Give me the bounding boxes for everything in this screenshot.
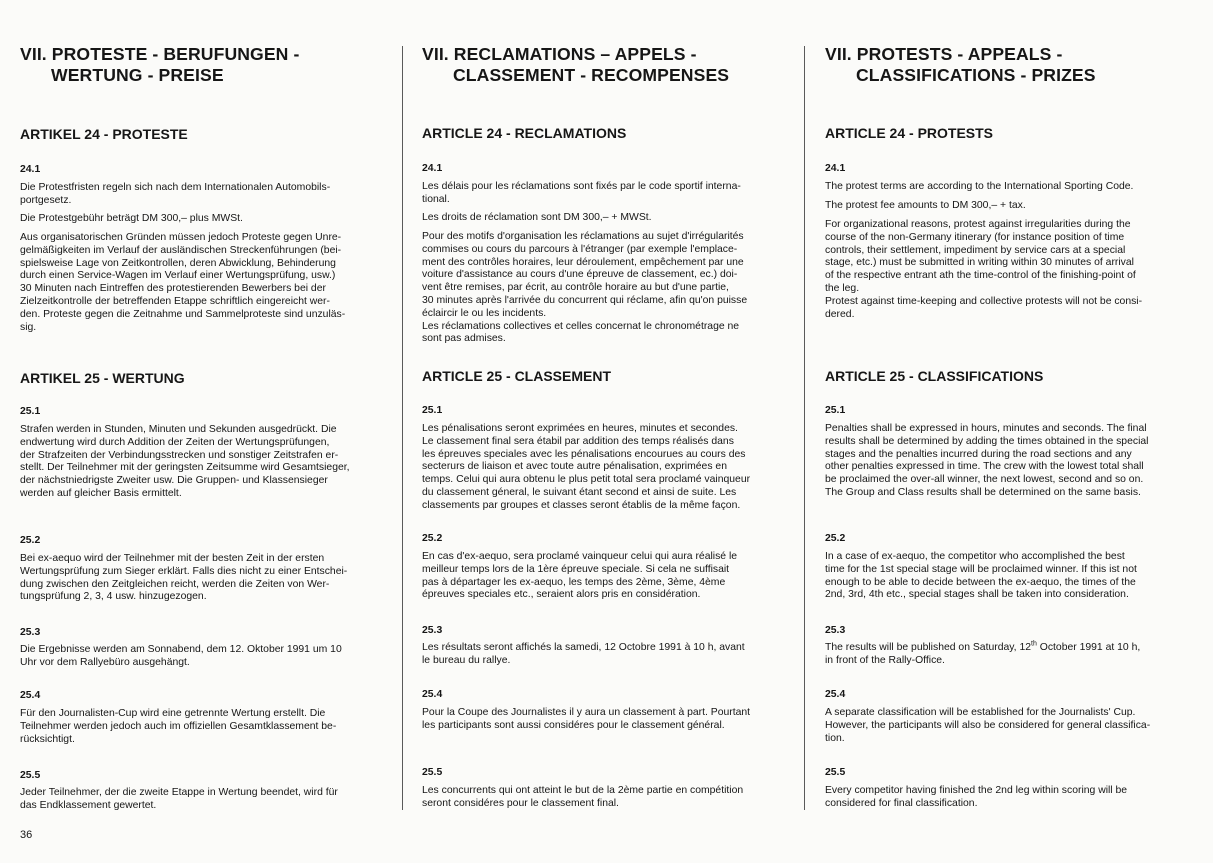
section-heading-line-2: WERTUNG - PREISE	[51, 65, 224, 85]
clause-number: 25.1	[825, 405, 846, 416]
clause-text	[825, 642, 1193, 668]
column-divider	[804, 46, 805, 810]
clause-number: 25.4	[20, 690, 41, 701]
clause-number: 25.5	[825, 767, 846, 778]
clause-text: The protest fee amounts to DM 300,– + tax.	[825, 200, 1026, 211]
clause-text: The protest terms are according to the International Sporting Code.	[825, 181, 1134, 192]
clause-text: Für den Journalisten-Cup wird eine getrennte Wertung erstellt. Die Teilnehmer werden jedoch auch im offiziellen Gesamtklassement be- rücksichtigt.	[20, 708, 337, 745]
clause-text: Les droits de réclamation sont DM 300,– + MWSt.	[422, 212, 652, 223]
section-heading-line-1: VII. PROTESTS - APPEALS -	[825, 44, 1063, 64]
clause-text: Every competitor having finished the 2nd leg within scoring will be considered for final classification.	[825, 785, 1128, 809]
clause-text: Pour la Coupe des Journalistes il y aura un classement à part. Pourtant les participants sont aussi considéres pour le classement général.	[422, 707, 751, 731]
clause-text: Die Protestfristen regeln sich nach dem Internationalen Automobils- portgesetz.	[20, 182, 331, 206]
section-heading-line-1: VII. PROTESTE - BERUFUNGEN -	[20, 44, 300, 64]
section-heading	[825, 44, 1193, 86]
clause-text-part: October 1991 at 10 h, in front of the Rally-Office.	[825, 642, 1141, 666]
clause-text: Aus organisatorischen Gründen müssen jedoch Proteste gegen Unre- gelmäßigkeiten im Verlauf der ausländischen Streckenführungen (bei- spielsweise Lage von Zeitkontrollen, deren Abwicklung, Behinderung durch einen Service-Wagen im Verlauf einer Wertungsprüfung, usw.) 30 Minuten nach Eintreffen des protestierenden Bewerbers bei der Zielzeitkontrolle der betreffenden Etappe schriftlich eingereicht wer- den. Proteste gegen die Zeitnahme und Sammelproteste sind unzuläs- sig.	[20, 232, 346, 333]
clause-number: 24.1	[825, 163, 846, 174]
clause-number: 24.1	[20, 164, 41, 175]
clause-text: Les pénalisations seront exprimées en heures, minutes et secondes. Le classement final sera étabil par addition des temps réalisés dans les épreuves speciales avec les pénalisations encourues au cours des secterurs de liaison et avec toute autre pénalisation, exprimées en temps. Celui qui aura obtenu le plus petit total sera proclamé vainqueur du classement géneral, le suivant étant second et ainsi de suite. Les classements par groupes et classes seront établis de la même façon.	[422, 423, 751, 511]
clause-number: 25.3	[20, 627, 41, 638]
clause-text: Strafen werden in Stunden, Minuten und Sekunden ausgedrückt. Die endwertung wird durch Addition der Zeiten der Wertungsprüfungen, der Strafzeiten der Verbindungsstrecken und sonstiger Zeitstrafen er- stellt. Der Teilnehmer mit der geringsten Zeitsumme wird Gesamtsieger, der nächstniedrigste Zweiter usw. Die Gruppen- und Klassensieger werden auf gleicher Basis ermittelt.	[20, 424, 350, 499]
clause-text: A separate classification will be established for the Journalists' Cup. However, the participants will also be considered for general classifica- tion.	[825, 707, 1151, 744]
clause-text: For organizational reasons, protest against irregularities during the course of the non-Germany itinerary (for instance position of time controls, their settlement, impediment by service cars at a special stage, etc.) must be submitted in writing within 30 minutes of arrival of the respective entrant ath the time-control of the finishing-point of the leg. Protest against time-keeping and collective protests will not be consi- dered.	[825, 219, 1143, 320]
article-24-heading: ARTICLE 24 - PROTESTS	[825, 125, 994, 141]
clause-number: 24.1	[422, 163, 443, 174]
clause-number: 25.1	[20, 406, 41, 417]
clause-text-part: The results will be published on Saturday, 12	[825, 642, 1032, 653]
clause-text: En cas d'ex-aequo, sera proclamé vainqueur celui qui aura réalisé le meilleur temps lors de la 1ère épreuve speciale. Si cela ne suffisait pas à départager les ex-aequo, les temps des 2ème, 3ème, 4ème épreuves speciales etc., seraient alors pris en considération.	[422, 551, 738, 601]
clause-number: 25.1	[422, 405, 443, 416]
section-heading-line-2: CLASSEMENT - RECOMPENSES	[453, 65, 730, 85]
clause-number: 25.2	[422, 533, 443, 544]
clause-number: 25.2	[825, 533, 846, 544]
article-25-heading: ARTICLE 25 - CLASSIFICATIONS	[825, 368, 1044, 384]
clause-text: Les concurrents qui ont atteint le but de la 2ème partie en compétition seront considéres pour le classement final.	[422, 785, 744, 809]
clause-text: Pour des motifs d'organisation les réclamations au sujet d'irrégularités commises ou cours du parcours à l'étranger (par exemple l'emplace- ment des contrôles horaires, leur déroulement, empêchement par une voiture d'assistance au cours d'une épreuve de classement, ec.) doi- vent être remises, par écrit, au contrôle horaire au but d'une partie, 30 minutes après l'arrivée du concurrent qui réclame, afin qu'on puisse éclaircir le ou les incidents. Les réclamations collectives et celles concernat le chronométrage ne sont pas admises.	[422, 231, 748, 345]
page-number: 36	[20, 829, 33, 841]
section-heading-line-2: CLASSIFICATIONS - PRIZES	[856, 65, 1096, 85]
clause-text: Bei ex-aequo wird der Teilnehmer mit der besten Zeit in der ersten Wertungsprüfung zum Sieger erklärt. Falls dies nicht zu einer Entschei- dung zwischen den Zeitgleichen reicht, werden die Zeiten von Wer- tungsprüfung 2, 3, 4 usw. hinzugezogen.	[20, 553, 348, 603]
clause-text: Jeder Teilnehmer, der die zweite Etappe in Wertung beendet, wird für das Endklassement gewertet.	[20, 787, 338, 811]
clause-text: Les délais pour les réclamations sont fixés par le code sportif interna- tional.	[422, 181, 741, 205]
clause-number: 25.3	[422, 625, 443, 636]
clause-number: 25.5	[20, 770, 41, 781]
clause-number: 25.3	[825, 625, 846, 636]
ordinal-suffix: th	[1031, 640, 1037, 648]
clause-number: 25.5	[422, 767, 443, 778]
clause-number: 25.4	[825, 689, 846, 700]
section-heading-line-1: VII. RECLAMATIONS – APPELS -	[422, 44, 697, 64]
article-24-heading: ARTICLE 24 - RECLAMATIONS	[422, 125, 627, 141]
column-divider	[402, 46, 403, 810]
clause-text: In a case of ex-aequo, the competitor who accomplished the best time for the 1st special stage will be proclaimed winner. If this ist not enough to be able to decide between the ex-aequo, the times of the 2nd, 3rd, 4th etc., special stages shall be taken into consideration.	[825, 551, 1137, 601]
article-25-heading: ARTICLE 25 - CLASSEMENT	[422, 368, 612, 384]
section-heading	[20, 44, 388, 86]
clause-text: Die Ergebnisse werden am Sonnabend, dem 12. Oktober 1991 um 10 Uhr vor dem Rallyebüro ausgehängt.	[20, 644, 342, 668]
clause-text: Penalties shall be expressed in hours, minutes and seconds. The final results shall be determined by adding the times obtained in the special stages and the penalties incurred during the road sections and any other penalties expressed in time. The crew with the lowest total shall be proclaimed the over-all winner, the next lowest, second and so on. The Group and Class results shall be determined on the same basis.	[825, 423, 1149, 498]
clause-text: Les résultats seront affichés la samedi, 12 Octobre 1991 à 10 h, avant le bureau du rallye.	[422, 642, 745, 666]
clause-text: Die Protestgebühr beträgt DM 300,– plus MWSt.	[20, 213, 243, 224]
section-heading	[422, 44, 790, 86]
clause-number: 25.4	[422, 689, 443, 700]
clause-number: 25.2	[20, 535, 41, 546]
article-24-heading: ARTIKEL 24 - PROTESTE	[20, 126, 188, 142]
article-25-heading: ARTIKEL 25 - WERTUNG	[20, 370, 185, 386]
